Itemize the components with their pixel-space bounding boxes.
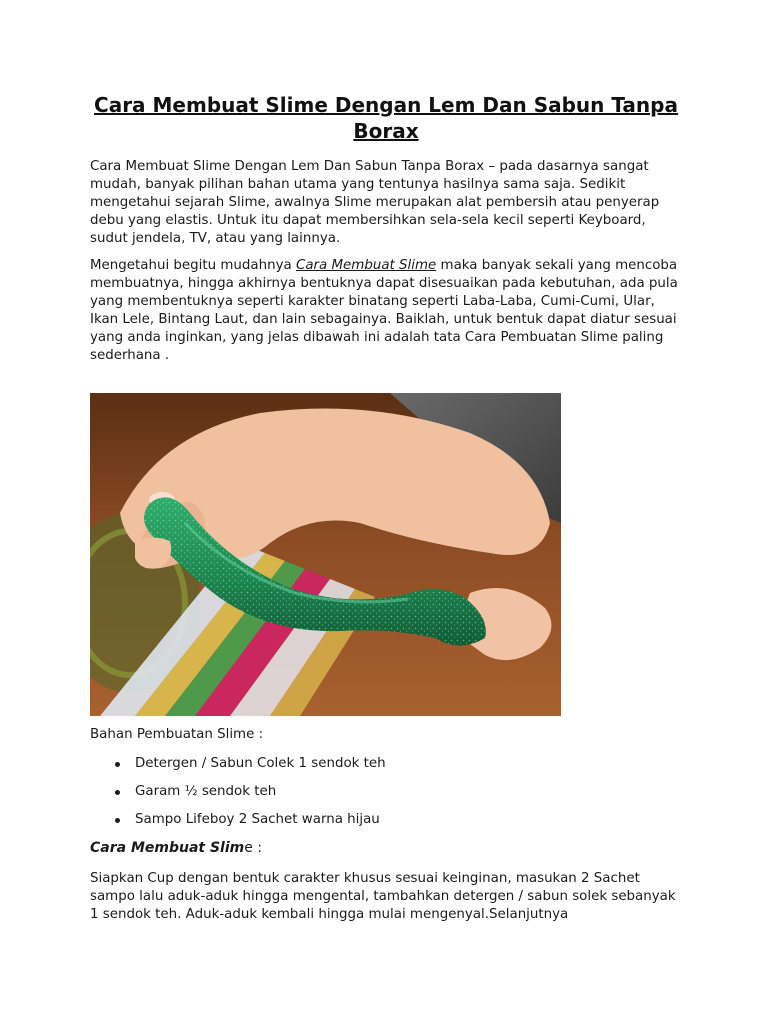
list-item-text: Garam ½ sendok teh	[135, 784, 277, 799]
slime-photo	[90, 393, 561, 716]
cara-membuat-slime-link[interactable]: Cara Membuat Slime	[295, 258, 437, 273]
list-item-text: Sampo Lifeboy 2 Sachet warna hijau	[135, 812, 380, 827]
paragraph-2-start: Mengetahui begitu mudahnya	[90, 258, 296, 273]
paragraph-2-end: maka banyak sekali yang mencoba membuatnya, hingga akhirnya bentuknya dapat disesuaikan pada kebutuhan, ada pula yang membentuknya seperti karakter binatang seperti Laba-Laba, Cumi-Cumi, Ular, Ikan Lele, Bintang Laut, dan lain sebagainya. Baiklah, untuk bentuk dapat diatur sesuai yang anda inginkan, yang jelas dibawah ini adalah tata Cara Pembuatan Slime paling sederhana .	[90, 258, 678, 363]
bahan-list	[90, 755, 682, 829]
list-item-text: Detergen / Sabun Colek 1 sendok teh	[135, 756, 386, 771]
bahan-heading: Bahan Pembuatan Slime :	[90, 727, 264, 742]
document-title: Cara Membuat Slime Dengan Lem Dan Sabun Tanpa Borax	[94, 93, 678, 143]
steps-heading-rest: e :	[244, 840, 263, 856]
intro-paragraph: Cara Membuat Slime Dengan Lem Dan Sabun Tanpa Borax – pada dasarnya sangat mudah, banyak pilihan bahan utama yang tentunya hasilnya sama saja. Sedikit mengetahui sejarah Slime, awalnya Slime merupakan alat pembersih atau penyerap debu yang elastis. Untuk itu dapat membersihkan sela-sela kecil seperti Keyboard, sudut jendela, TV, atau yang lainnya.	[90, 159, 660, 246]
steps-heading-bold: Cara Membuat Slim	[90, 840, 245, 856]
list-item	[135, 783, 682, 801]
list-item	[135, 811, 682, 829]
bullet-icon	[115, 790, 120, 795]
steps-heading	[90, 839, 682, 857]
paragraph-2	[90, 257, 682, 365]
list-item	[135, 755, 682, 773]
bullet-icon	[115, 762, 120, 767]
steps-paragraph: Siapkan Cup dengan bentuk carakter khusus sesuai keinginan, masukan 2 Sachet sampo lalu aduk-aduk hingga mengental, tambahkan detergen / sabun solek sebanyak 1 sendok teh. Aduk-aduk kembali hingga mulai mengenyal.Selanjutnya	[90, 871, 676, 922]
document-body	[90, 92, 682, 933]
bullet-icon	[115, 818, 120, 823]
